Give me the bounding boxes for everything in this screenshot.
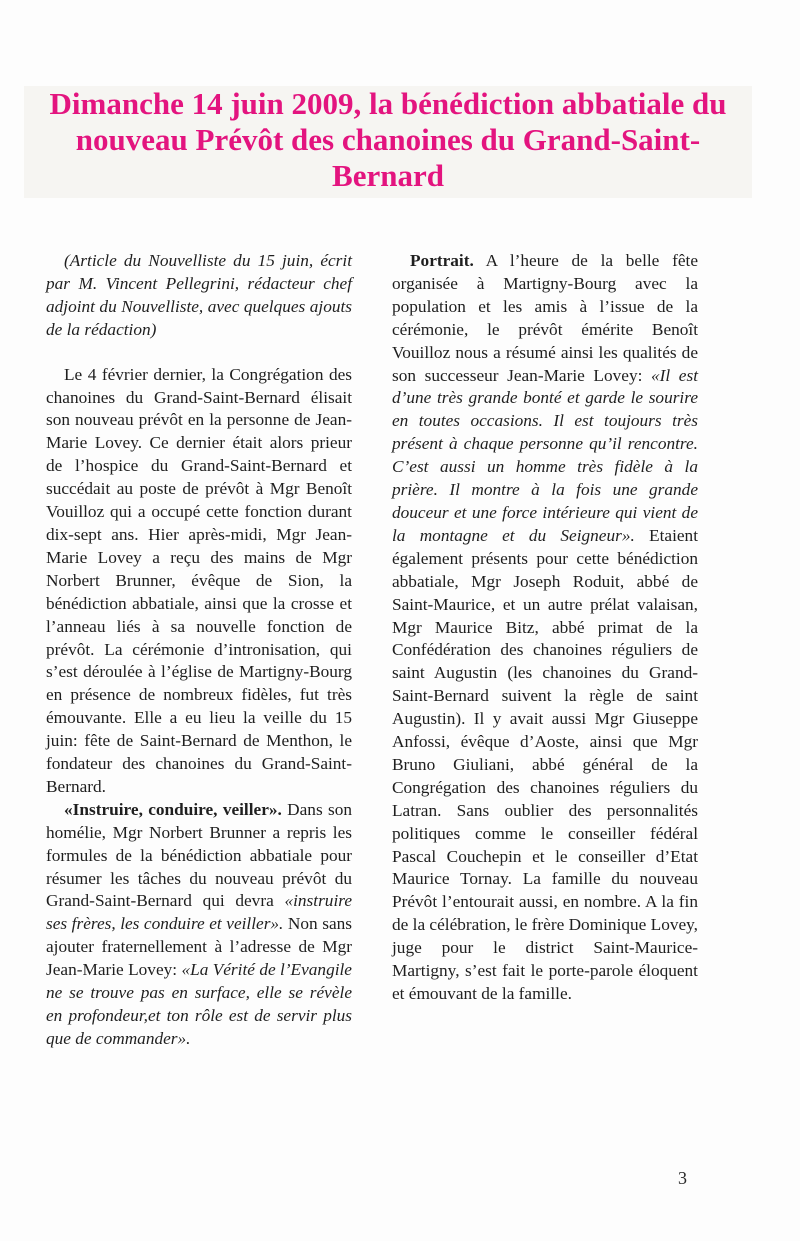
homily-text-2: Non sans ajouter fraternellement à l’adresse de Mgr Jean-Marie Lovey: <box>46 914 352 980</box>
paragraph-election: Le 4 février dernier, la Congrégation des chanoines du Grand-Saint-Bernard élisait son nouveau prévôt en la personne de Jean-Marie Lovey. Ce dernier était alors prieur de l’hospice du Grand-Saint-Bernard et succédait au poste de prévôt à Mgr Benoît Vouilloz qui a occupé cette fonction durant dix-sept ans. Hier après-midi, Mgr Jean-Marie Lovey a reçu des mains de Mgr Norbert Brunner, évêque de Sion, la bénédiction abbatiale, ainsi que la crosse et l’anneau liés à sa nouvelle fonction de prévôt. La cérémonie d’intronisation, qui s’est déroulée à l’église de Martigny-Bourg en présence de nombreux fidèles, fut très émouvante. Elle a eu lieu la veille du 15 juin: fête de Saint-Bernard de Menthon, le fondateur des chanoines du Grand-Saint-Bernard. <box>46 364 352 796</box>
left-column <box>46 250 352 1051</box>
paragraph-portrait <box>392 250 698 1006</box>
homily-quote-2: «La Vérité de l’Evangile ne se trouve pas en surface, elle se révèle en profondeur,et ton rôle est de servir plus que de commander». <box>46 960 352 1048</box>
section-heading-instruire: «Instruire, conduire, veiller». <box>64 799 282 819</box>
article-intro: (Article du Nouvelliste du 15 juin, écrit par M. Vincent Pellegrini, rédacteur chef adjoint du Nouvelliste, avec quelques ajouts de la rédaction) <box>46 251 352 339</box>
right-column <box>392 250 698 1006</box>
homily-text-1: Dans son homélie, Mgr Norbert Brunner a repris les formules de la bénédiction abbatiale pour résumer les tâches du nouveau prévôt du Grand-Saint-Bernard qui devra <box>46 799 352 911</box>
article-title: Dimanche 14 juin 2009, la bénédiction abbatiale du nouveau Prévôt des chanoines du Grand-Saint-Bernard <box>49 86 727 193</box>
homily-quote-1: «instruire ses frères, les conduire et veiller». <box>46 891 352 934</box>
portrait-quote: «Il est d’une très grande bonté et garde le sourire en toutes occasions. Il est toujours très présent à chaque personne qu’il rencontre. C’est aussi un homme très fidèle à la prière. Il montre à la fois une grande douceur et une force intérieure qui vient de la montagne et du Seigneur». <box>392 365 698 545</box>
portrait-text-2: Etaient également présents pour cette bénédiction abbatiale, Mgr Joseph Roduit, abbé de Saint-Maurice, et un autre prélat valaisan, Mgr Maurice Bitz, abbé primat de la Confédération des chanoines réguliers de saint Augustin (les chanoines du Grand-Saint-Bernard suivent la règle de saint Augustin). Il y avait aussi Mgr Giuseppe Anfossi, évêque d’Aoste, ainsi que Mgr Bruno Giuliani, abbé général de la Congrégation des chanoines réguliers du Latran. Sans oublier des personnalités politiques comme le conseiller fédéral Pascal Couchepin et le conseiller d’Etat Maurice Tornay. La famille du nouveau Prévôt l’entourait aussi, en nombre. A la fin de la célébration, le frère Dominique Lovey, juge pour le district Saint-Maurice- Martigny, s’est fait le porte-parole éloquent et émouvant de la famille. <box>392 525 698 1003</box>
portrait-text-1: A l’heure de la belle fête organisée à Martigny-Bourg avec la population et les amis à l’issue de la cérémonie, le prévôt émérite Benoît Vouilloz nous a résumé ainsi les qualités de son successeur Jean-Marie Lovey: <box>392 251 698 385</box>
page-number: 3 <box>678 1168 687 1188</box>
section-heading-portrait: Portrait. <box>410 251 474 270</box>
paragraph-homily <box>46 799 352 1051</box>
